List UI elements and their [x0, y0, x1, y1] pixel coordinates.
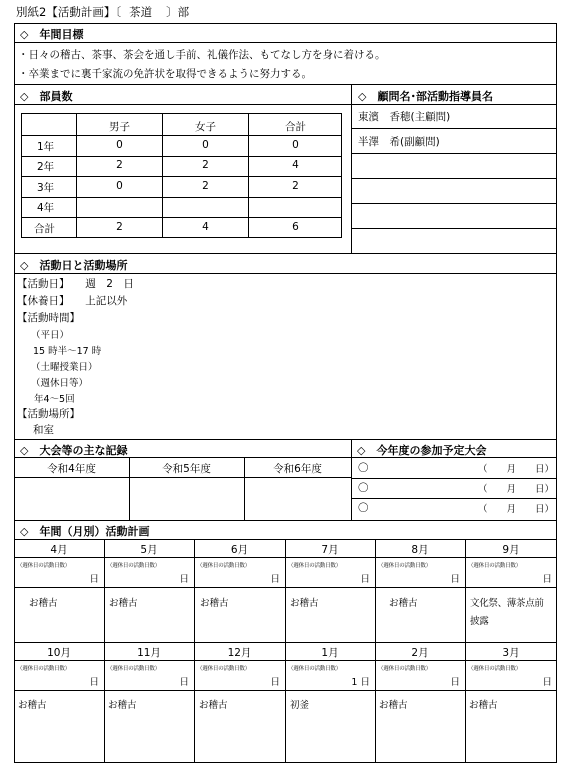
month-label: 5月	[140, 544, 158, 556]
female-count: 2	[202, 159, 209, 171]
weekday-label: （平日）	[31, 330, 70, 341]
record-year-header: 令和5年度	[162, 463, 211, 475]
activity-plan: お稽古	[290, 598, 319, 609]
title-prefix: 別紙2【活動計画】	[16, 5, 116, 19]
activity-place-label: 【活動場所】	[17, 408, 80, 420]
male-count: 0	[116, 139, 123, 151]
advisor-name: 半澤 希(副顧問)	[358, 136, 440, 148]
activity-time-label: 【活動時間】	[17, 312, 80, 324]
total-count: 6	[292, 221, 299, 233]
divider	[14, 42, 557, 43]
advisor-rule	[351, 203, 557, 204]
divider	[14, 84, 557, 85]
holiday-days-label: （週休日の活動日数）	[197, 666, 251, 672]
document-title	[16, 4, 189, 20]
holiday-days-label: （週休日の活動日数）	[17, 666, 71, 672]
rest-days: 【休養日】 上記以外	[17, 295, 128, 307]
activity-heading: ◇ 活動日と活動場所	[20, 259, 128, 272]
female-count: 2	[202, 180, 209, 192]
bullet-mark: 〇	[358, 462, 369, 474]
holiday-days-label: （週休日の活動日数）	[288, 563, 342, 569]
table-rule	[21, 197, 342, 198]
holiday-days-value: 日	[450, 574, 460, 585]
divider	[14, 457, 557, 458]
month-label: 2月	[411, 647, 429, 659]
row-label: 4年	[37, 202, 55, 214]
holiday-days-value: 日	[270, 677, 280, 688]
activity-plan: お稽古	[389, 598, 418, 609]
female-count: 0	[202, 139, 209, 151]
month-label: 12月	[227, 647, 252, 659]
members-col-male: 男子	[109, 121, 130, 133]
tournament-date: （ 月 日）	[478, 484, 555, 495]
weekday-time: 15 時半～17 時	[33, 346, 102, 357]
records-heading: ◇ 大会等の主な記録	[20, 444, 128, 457]
holiday-days-value: 日	[450, 677, 460, 688]
holiday-days-label: （週休日の活動日数）	[288, 666, 342, 672]
record-year-header: 令和4年度	[47, 463, 96, 475]
month-label: 1月	[321, 647, 339, 659]
female-count: 4	[202, 221, 209, 233]
activity-days: 【活動日】 週 2 日	[17, 278, 134, 290]
month-label: 6月	[230, 544, 249, 556]
holiday-days-value: 日	[179, 574, 189, 585]
male-count: 0	[116, 180, 123, 192]
activity-plan: お稽古	[469, 700, 498, 711]
total-count: 2	[292, 180, 299, 192]
divider	[14, 104, 557, 105]
title-bracket-close: 〕部	[166, 5, 190, 19]
advisor-rule	[351, 153, 557, 154]
records-rule	[14, 477, 351, 478]
row-label: 2年	[37, 161, 55, 173]
activity-plan: お稽古	[199, 700, 228, 711]
holiday-days-label: （週休日の活動日数）	[107, 563, 161, 569]
divider	[14, 439, 557, 440]
record-year-header: 令和6年度	[273, 463, 322, 475]
activity-plan: お稽古	[379, 700, 408, 711]
activity-plan: 初釜	[290, 700, 310, 711]
month-label: 10月	[47, 647, 71, 659]
total-count: 4	[292, 159, 299, 171]
tournament-rule	[351, 498, 557, 499]
table-rule	[21, 176, 342, 177]
weekend-frequency: 年4～5回	[34, 394, 75, 405]
row-label: 合計	[34, 223, 55, 235]
table-rule	[21, 156, 342, 157]
tournament-rule	[351, 478, 557, 479]
advisor-rule	[351, 228, 557, 229]
bullet-mark: 〇	[358, 482, 369, 494]
male-count: 2	[116, 159, 123, 171]
goals-heading: ◇ 年間目標	[20, 28, 84, 41]
row-label: 3年	[37, 182, 55, 194]
activity-plan: お稽古	[29, 598, 58, 609]
divider	[14, 253, 557, 254]
table-rule	[21, 217, 342, 218]
goal-line-1: ・日々の稽古、茶事、茶会を通し手前、礼儀作法、もてなし方を身に着ける。	[18, 49, 386, 61]
holiday-days-label: （週休日の活動日数）	[378, 666, 432, 672]
weekend-label: （週休日等）	[31, 378, 89, 389]
holiday-days-value: 日	[360, 574, 370, 585]
members-col-total: 合計	[285, 121, 306, 133]
male-count: 2	[116, 221, 123, 233]
advisor-name: 東濱 香穂(主顧問)	[358, 111, 451, 123]
bullet-mark: 〇	[358, 502, 369, 514]
club-name: 茶道	[129, 5, 153, 19]
month-label: 3月	[502, 647, 520, 659]
month-label: 9月	[502, 544, 520, 556]
holiday-days-value: 日	[179, 677, 189, 688]
row-label: 1年	[37, 141, 55, 153]
title-bracket-open: 〔	[115, 5, 122, 19]
advisors-heading: ◇ 顧問名･部活動指導員名	[358, 90, 493, 103]
total-count: 0	[292, 139, 299, 151]
tournament-date: （ 月 日）	[478, 504, 555, 515]
holiday-days-label: （週休日の活動日数）	[468, 666, 522, 672]
activity-plan: お稽古	[200, 598, 229, 609]
activity-place: 和室	[33, 424, 54, 436]
advisor-rule	[351, 178, 557, 179]
holiday-days-value: 日	[542, 574, 552, 585]
activity-plan: お稽古	[18, 700, 47, 711]
divider	[351, 439, 352, 520]
activity-plan: お稽古	[109, 598, 138, 609]
activity-plan: お稽古	[108, 700, 137, 711]
members-heading: ◇ 部員数	[20, 90, 73, 103]
month-label: 8月	[411, 544, 429, 556]
members-col-female: 女子	[195, 121, 216, 133]
divider	[14, 520, 557, 521]
month-label: 4月	[50, 544, 68, 556]
month-label: 7月	[321, 544, 339, 556]
holiday-days-value: 日	[89, 574, 99, 585]
plan-heading: ◇ 年間（月別）活動計画	[20, 525, 150, 538]
advisor-rule	[351, 128, 557, 129]
divider	[14, 273, 557, 274]
table-rule	[21, 135, 342, 136]
saturday-label: （土曜授業日）	[31, 362, 98, 373]
holiday-days-value: 日	[542, 677, 552, 688]
holiday-days-label: （週休日の活動日数）	[197, 563, 251, 569]
holiday-days-value: 日	[89, 677, 99, 688]
holiday-days-label: （週休日の活動日数）	[107, 666, 161, 672]
tournament-date: （ 月 日）	[478, 464, 555, 475]
holiday-days-label: （週休日の活動日数）	[468, 563, 522, 569]
holiday-days-label: （週休日の活動日数）	[378, 563, 432, 569]
holiday-days-label: （週休日の活動日数）	[17, 563, 71, 569]
tournaments-heading: ◇ 今年度の参加予定大会	[357, 444, 487, 457]
holiday-days-value: 日	[270, 574, 280, 585]
holiday-days-value: 1 日	[351, 677, 370, 688]
goal-line-2: ・卒業までに裏千家流の免許状を取得できるように努力する。	[18, 68, 312, 80]
activity-plan: 文化祭、薄茶点前披露	[470, 598, 544, 627]
month-label: 11月	[137, 647, 161, 659]
